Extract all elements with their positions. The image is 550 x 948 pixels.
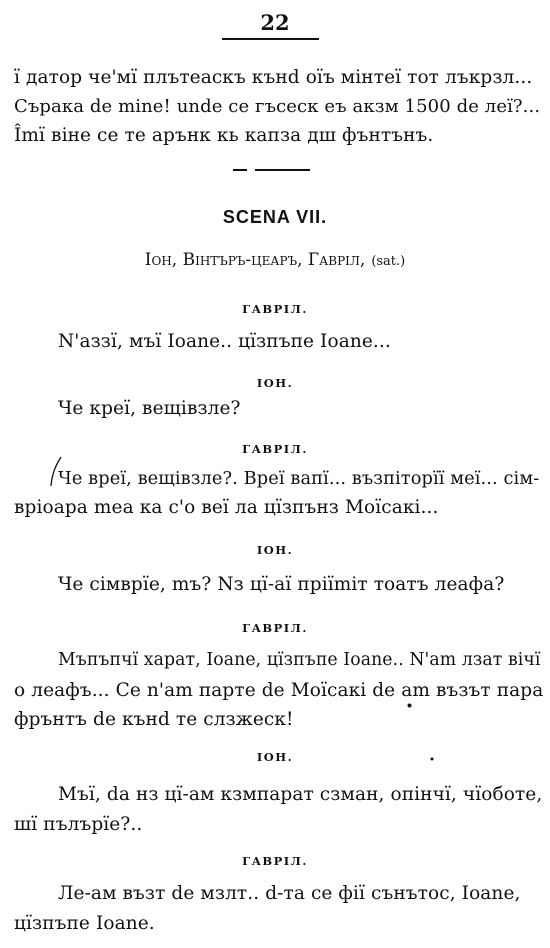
dialogue-line: о леафъ... Се n'am парте de Моїсакі de am възът пара <box>14 680 544 701</box>
speaker-name: ГАВРІЛ. <box>242 302 308 316</box>
dialogue-line: Че креї, вещівзле? <box>58 398 241 419</box>
page-number-rule <box>222 38 319 40</box>
cast-note: (sat.) <box>371 254 406 269</box>
dialogue-line: фрънтъ de кънd те слзжеск! <box>14 709 294 730</box>
text-line: Îmї віне се те арънк кь капза дш фънтънъ. <box>14 125 434 146</box>
dialogue-line: шї пълърїе?.. <box>14 814 143 835</box>
dialogue-line: Ле-ам възт de мзлт.. d-та се фії сънътос, Ioane, <box>58 883 521 904</box>
dialogue-line: цїзпъпе Ioane. <box>14 913 155 934</box>
dialogue-line: N'аззї, мъї Ioane.. цїзпъпе Ioane... <box>58 331 391 352</box>
dialogue-line: Мъї, da нз цї-ам кзмпарат сзман, опінчї, чїоботе, <box>58 784 543 805</box>
dialogue-line: вріоара mea ка с'о веї ла цїзпънз Моїсакі... <box>14 497 439 518</box>
dialogue-line: Мъпъпчї харат, Ioane, цїзпъпе Ioane.. N'am лзат вічї <box>58 650 541 670</box>
dialogue-line: Че вреї, вещівзле?. Вреї вапї... възпіторїї меї... сім- <box>58 469 540 489</box>
section-separator-dash <box>233 169 247 171</box>
cast-list <box>0 250 550 270</box>
dialogue-line: Че сімврїе, mъ? Nз цї-аї пріїmіт тоатъ леафа? <box>58 574 505 595</box>
section-separator-rule <box>255 169 310 171</box>
ink-dot-icon <box>430 757 434 761</box>
speaker-name: ГАВРІЛ. <box>242 442 308 456</box>
speaker-name: ІОН. <box>256 376 294 390</box>
speaker-name: ІОН. <box>256 543 294 557</box>
text-line: Сърака de mine! unde се гъсеск еъ акзм 1500 de леї?... <box>14 96 541 117</box>
cast-names: Іон, Вінтъръ-цеаръ, Гавріл, <box>144 250 366 270</box>
speaker-name: ІОН. <box>256 750 294 764</box>
page-number: 22 <box>260 10 290 35</box>
scene-title: SCENA VII. <box>222 207 328 227</box>
speaker-name: ГАВРІЛ. <box>242 621 308 635</box>
ink-dot-icon <box>407 703 412 708</box>
speaker-name: ГАВРІЛ. <box>242 854 308 868</box>
text-line: ї датор че'мї плътеаскъ кънd оїъ мінтеї тот лъкрзл... <box>14 67 533 88</box>
